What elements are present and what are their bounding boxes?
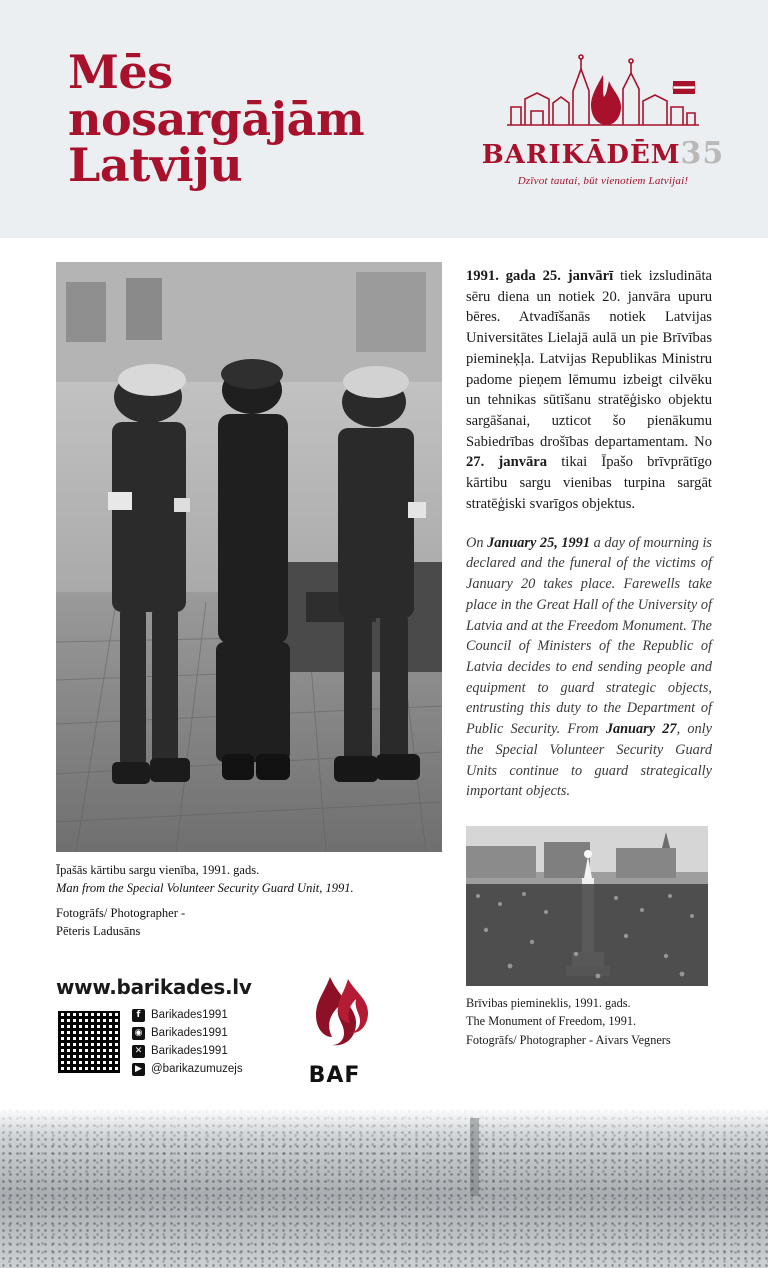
secondary-photo-caption-lv: Brīvibas piemineklis, 1991. gads. [466,995,631,1010]
website-and-socials [56,975,252,1081]
secondary-photo-photographer: Fotogrāfs/ Photographer - Aivars Vegners [466,1032,671,1047]
main-photo-photographer-label: Fotogrāfs/ Photographer - [56,906,186,921]
youtube-icon: ▶ [132,1063,145,1076]
social-handle-instagram: Barikades1991 [151,1026,228,1039]
barikadem-logo [481,51,725,187]
flame-church-logo-icon [503,51,703,137]
paragraph-latvian: 1991. gada 25. janvārī tiek izsludināta sēru diena un notiek 20. janvāra upuru bēres. Atvadīšanās notiek Latvijas Universitātes Lielajā aulā un pie Brīvības piemineķļa. Latvijas Republikas Ministru padome pieņem lēmumu izbeigt cilvēku un tehnikas sūtīšanu stratēģisko objektu sargāšanai, uzticot šo pienākumu Sabiedrības drošības departamentam. No 27. janvāra tikai Īpašo brīvprātīgo kārtibu sargu vienibas turpina sargāt stratēģiski svarīgos objektus. [466,268,712,512]
social-link-youtube[interactable] [132,1063,243,1076]
baf-flame-logo-icon [300,975,370,1061]
facebook-icon: f [132,1009,145,1022]
social-links [132,1009,243,1081]
social-handle-facebook: Barikades1991 [151,1008,228,1021]
latvian-flag-icon [673,81,695,94]
page-title-line-3: Latviju [68,138,243,193]
logo-tagline: Dzīvot tautai, būt vienotiem Latvijai! [517,175,689,187]
social-link-x[interactable] [132,1045,243,1058]
social-handle-youtube: @barikazumuzejs [151,1062,243,1075]
main-photo-caption-en: Man from the Special Volunteer Security Guard Unit, 1991. [56,881,354,896]
main-photo-photographer-name: Pēteris Ladusāns [56,924,141,939]
right-column [466,262,712,1098]
main-photo-caption [56,861,442,941]
page-header [0,0,768,238]
page-title [68,44,488,193]
baf-wordmark: BAF [308,1063,361,1088]
main-photograph [56,262,442,852]
logo-word-number: 35 [680,136,725,171]
bottom-crowd-band [0,1108,768,1268]
baf-logo [280,975,390,1088]
instagram-icon: ◉ [132,1027,145,1040]
page-title-line-2: nosargājām [68,91,365,146]
social-handle-x: Barikades1991 [151,1044,228,1057]
social-link-instagram[interactable] [132,1027,243,1040]
paragraph-english: On January 25, 1991 a day of mourning is declared and the funeral of the victims of January 20 takes place. Farewells take place in the Great Hall of the University of Latvia and at the Freedom Monument. The Council of Ministers of the Republic of Latvia decides to end sending people and equipment to guard strategic objects, entrusting this duty to the Department of Public Security. From January 27, only the Special Volunteer Security Guard Units continue to guard strategically important objects. [466,534,712,800]
secondary-photo-caption [466,994,712,1049]
secondary-photograph-image [466,826,708,986]
logo-wordmark [481,136,725,171]
footer-area [56,975,456,1088]
x-twitter-icon: ✕ [132,1045,145,1058]
secondary-photograph [466,826,708,986]
main-photograph-image [56,262,442,852]
secondary-photo-caption-en: The Monument of Freedom, 1991. [466,1014,637,1029]
page-title-line-1: Mēs [68,44,173,99]
logo-word-main: BARIKĀDĒM [481,140,681,170]
left-column [56,262,442,1098]
flame-icon [591,75,621,125]
content-area [0,238,768,1098]
qr-code[interactable] [56,1009,122,1075]
main-photo-caption-lv: Īpašās kārtibu sargu vienība, 1991. gads. [56,863,260,877]
social-link-facebook[interactable] [132,1009,243,1022]
crowd-texture [0,1108,768,1268]
website-link[interactable]: www.barikades.lv [56,975,252,999]
